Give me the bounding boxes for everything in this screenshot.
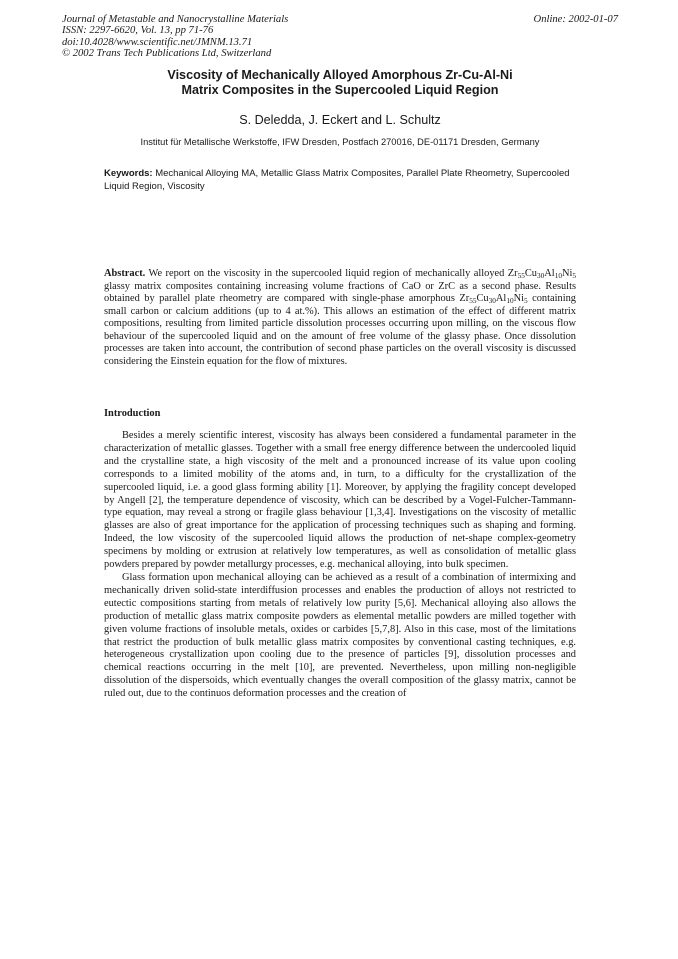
journal-info [62, 14, 482, 60]
doi-line[interactable]: doi:10.4028/www.scientific.net/JMNM.13.71 [62, 36, 253, 48]
formula-subscript: 55 [517, 272, 525, 280]
formula-subscript: 5 [523, 297, 528, 305]
formula-subscript: 30 [488, 297, 496, 305]
keywords [104, 168, 574, 193]
abstract-text-2: glassy matrix composites containing increasing volume fractions of CaO or ZrC as a second phase. Results obtained by parallel plate rheometry are compared with single-phase amorphous [104, 280, 576, 304]
paragraph-2: Glass formation upon mechanical alloying can be achieved as a result of a combination of intermixing and mechanically driven solid-state interdiffusion processes and enables the production of alloys not restricted to eutectic compositions starting from metals of relatively low purity [5,6]. Mechanical alloying also allows the production of metallic glass matrix composite powders as elemental metallic powders are milled together with given volume fractions of insoluble metals, oxides or carbides [5,7,8]. Also in this case, most of the limitations that restrict the production of bulk metallic glass matrix composites by conventional casting techniques, e.g. heterogeneous crystallization upon cooling due to the presence of particles [9], dissolution processes and chemical reactions occurring in the melt [10], are prevented. Nevertheless, upon milling non-negligible dissolution of the dispersoids, which eventually changes the overall composition of the glassy matrix, cannot be ruled out, due to the continuos deformation processes and the creation of [104, 571, 576, 700]
abstract [104, 268, 576, 368]
formula-subscript: 30 [537, 272, 545, 280]
section-heading-introduction: Introduction [104, 408, 161, 419]
journal-name: Journal of Metastable and Nanocrystalline Materials [62, 14, 289, 25]
alloy-formula [508, 268, 576, 279]
authors: S. Deledda, J. Eckert and L. Schultz [239, 113, 441, 127]
formula-subscript: 5 [572, 272, 576, 280]
title-line-2: Matrix Composites in the Supercooled Liquid Region [181, 83, 499, 97]
formula-element: Ni [513, 293, 524, 304]
issn-line: ISSN: 2297-6620, Vol. 13, pp 71-76 [62, 25, 214, 37]
paper-title [60, 68, 620, 98]
introduction-body [104, 430, 576, 701]
formula-element: Cu [524, 268, 538, 279]
keywords-label: Keywords: [104, 168, 153, 179]
formula-element: Al [544, 268, 555, 279]
formula-element: Cu [476, 293, 489, 304]
formula-element: Ni [561, 268, 573, 279]
abstract-text-3: containing small carbon or calcium additions (up to 4 at.%). This allows an estimation of the effect of different matrix compositions, resulting from limited particle dissolution processes occurring upon milling, on the viscous flow behaviour of the supercooled liquid and on the amount of free volume of the glassy phase. Once dissolution processes are taken into account, the contribution of second phase particles on the overall viscosity is discussed considering the Einstein equation for the flow of mixtures. [104, 293, 576, 367]
formula-element: Al [495, 293, 507, 304]
affiliation: Institut für Metallische Werkstoffe, IFW Dresden, Postfach 270016, DE-01171 Dresden, Germany [140, 137, 540, 147]
paragraph-1: Besides a merely scientific interest, viscosity has always been considered a fundamental parameter in the characterization of metallic glasses. Together with a small free energy difference between the undercooled liquid and the crystalline state, a high viscosity of the melt and a pronounced increase of its value upon cooling corresponds to a limited mobility of the atoms and, in turn, to a difficulty for the crystallization of the supercooled liquid, i.e. a good glass forming ability [1]. Moreover, by applying the fragility concept developed by Angell [2], the temperature dependence of viscosity, which can be described by a Vogel-Fulcher-Tammann-type equation, may reveal a strong or fragile glass behaviour [1,3,4]. Investigations on the viscosity of metallic glasses are also of great importance for the application of processing techniques such as shaping and forming. Indeed, the low viscosity of the supercooled liquid allows the production of net-shape complex-geometry specimens by molding or extrusion at relatively low temperatures, as well as consolidation of metallic glass powders prepared by powder metallurgy processes, e.g. mechanical alloying, into bulk specimen. [104, 430, 576, 571]
formula-subscript: 10 [506, 297, 514, 305]
abstract-label: Abstract. [104, 268, 146, 279]
keywords-text: Mechanical Alloying MA, Metallic Glass Matrix Composites, Parallel Plate Rheometry, Supercooled Liquid Region, Viscosity [104, 168, 570, 192]
formula-subscript: 10 [554, 272, 562, 280]
alloy-formula [459, 293, 527, 304]
formula-element: Zr [459, 293, 470, 304]
online-date: Online: 2002-01-07 [533, 14, 618, 25]
title-line-1: Viscosity of Mechanically Alloyed Amorphous Zr-Cu-Al-Ni [167, 68, 513, 82]
formula-subscript: 55 [469, 297, 477, 305]
formula-element: Zr [507, 268, 518, 279]
abstract-text-1: We report on the viscosity in the supercooled liquid region of mechanically alloyed [148, 268, 508, 279]
copyright-line: © 2002 Trans Tech Publications Ltd, Switzerland [62, 48, 272, 60]
